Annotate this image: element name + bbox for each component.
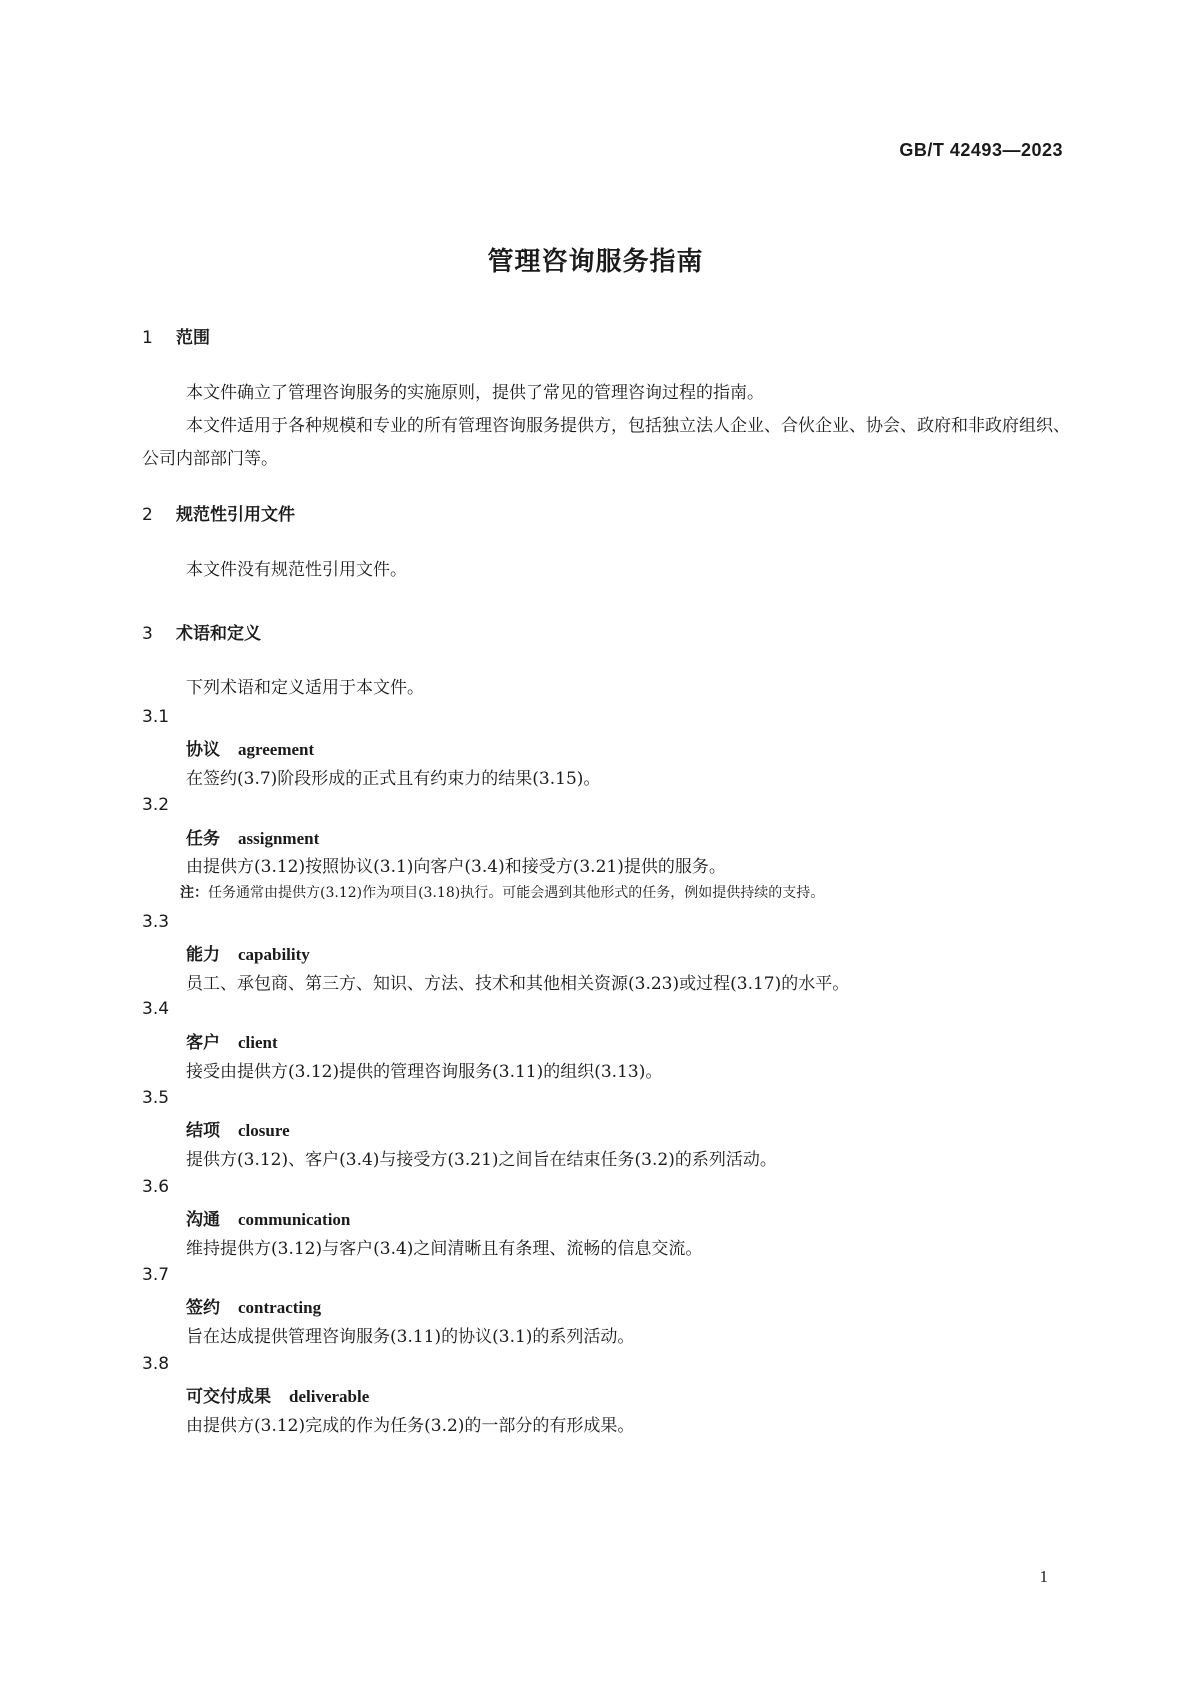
term-zh: 结项	[186, 1121, 220, 1141]
term-definition: 提供方(3.12)、客户(3.4)与接受方(3.21)之间旨在结束任务(3.2)的系列活动。	[186, 1150, 777, 1170]
term-en: agreement	[238, 740, 315, 759]
term-en: client	[238, 1033, 278, 1052]
term-zh: 协议	[186, 740, 220, 760]
note-label: 注：	[180, 885, 208, 901]
term-entry	[186, 940, 310, 965]
term-number: 3.7	[142, 1265, 170, 1285]
term-entry	[186, 1382, 369, 1407]
term-zh: 签约	[186, 1298, 220, 1318]
section-heading-normative-references	[142, 500, 295, 525]
section-title: 术语和定义	[176, 624, 261, 644]
paragraph: 下列术语和定义适用于本文件。	[186, 678, 424, 698]
term-entry	[186, 1293, 321, 1318]
paragraph: 本文件没有规范性引用文件。	[186, 560, 407, 580]
term-en: communication	[238, 1210, 351, 1229]
section-heading-scope	[142, 323, 210, 348]
term-entry	[186, 735, 314, 760]
term-definition: 旨在达成提供管理咨询服务(3.11)的协议(3.1)的系列活动。	[186, 1327, 635, 1347]
term-definition: 维持提供方(3.12)与客户(3.4)之间清晰且有条理、流畅的信息交流。	[186, 1239, 703, 1259]
term-entry	[186, 824, 319, 849]
term-en: assignment	[238, 829, 320, 848]
term-en: closure	[238, 1121, 290, 1140]
page-number: 1	[1039, 1567, 1048, 1586]
term-entry	[186, 1028, 278, 1053]
term-definition: 在签约(3.7)阶段形成的正式且有约束力的结果(3.15)。	[186, 769, 601, 789]
section-title: 规范性引用文件	[176, 505, 295, 525]
term-number: 3.6	[142, 1177, 170, 1197]
term-definition: 接受由提供方(3.12)提供的管理咨询服务(3.11)的组织(3.13)。	[186, 1062, 663, 1082]
term-number: 3.3	[142, 912, 170, 932]
term-note	[180, 882, 824, 902]
document-title: 管理咨询服务指南	[487, 247, 704, 277]
term-number: 3.2	[142, 795, 170, 815]
section-title: 范围	[176, 328, 210, 348]
term-number: 3.1	[142, 707, 170, 727]
term-en: contracting	[238, 1298, 322, 1317]
standard-code: GB/T 42493—2023	[899, 140, 1063, 160]
term-definition: 由提供方(3.12)完成的作为任务(3.2)的一部分的有形成果。	[186, 1416, 635, 1436]
term-en: deliverable	[289, 1387, 370, 1406]
note-text: 任务通常由提供方(3.12)作为项目(3.18)执行。可能会遇到其他形式的任务，例如提供持续的支持。	[208, 885, 825, 901]
term-entry	[186, 1205, 350, 1230]
term-number: 3.8	[142, 1354, 170, 1374]
term-zh: 可交付成果	[186, 1387, 271, 1407]
section-number: 1	[142, 328, 153, 348]
term-zh: 能力	[186, 945, 220, 965]
term-zh: 沟通	[186, 1210, 220, 1230]
section-number: 2	[142, 505, 153, 525]
term-definition: 由提供方(3.12)按照协议(3.1)向客户(3.4)和接受方(3.21)提供的服务。	[186, 857, 726, 877]
paragraph: 本文件确立了管理咨询服务的实施原则，提供了常见的管理咨询过程的指南。	[186, 383, 764, 403]
term-zh: 客户	[186, 1033, 220, 1053]
paragraph: 本文件适用于各种规模和专业的所有管理咨询服务提供方，包括独立法人企业、合伙企业、协会、政府和非政府组织、公司内部部门等。	[142, 416, 1070, 469]
term-definition: 员工、承包商、第三方、知识、方法、技术和其他相关资源(3.23)或过程(3.17)的水平。	[186, 974, 850, 994]
term-number: 3.4	[142, 999, 170, 1019]
term-number: 3.5	[142, 1088, 170, 1108]
section-number: 3	[142, 624, 153, 644]
term-zh: 任务	[186, 829, 220, 849]
term-en: capability	[238, 945, 310, 964]
term-entry	[186, 1116, 290, 1141]
section-heading-terms-definitions	[142, 619, 261, 644]
